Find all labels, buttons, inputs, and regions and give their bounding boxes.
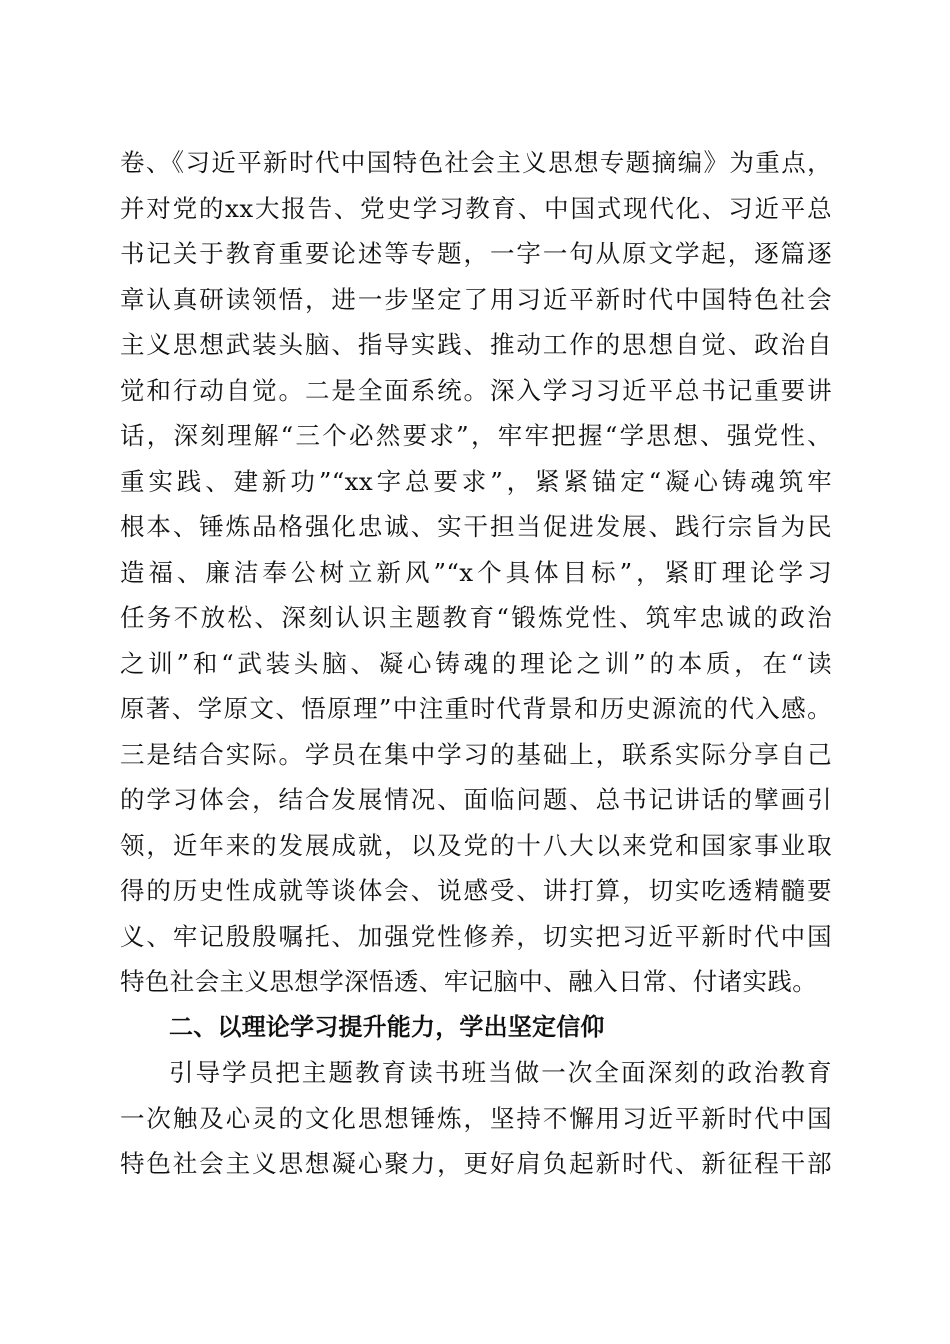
text-line: 重实践、建新功”“xx字总要求”，紧紧锚定“凝心铸魂筑牢 [120, 466, 832, 496]
text-line: 卷、《习近平新时代中国特色社会主义思想专题摘编》为重点， [120, 148, 832, 177]
text-line: 觉和行动自觉。二是全面系统。深入学习习近平总书记重要讲 [120, 375, 832, 405]
text-line: 之训”和“武装头脑、凝心铸魂的理论之训”的本质，在“读 [120, 648, 832, 678]
text-line: 特色社会主义思想学深悟透、牢记脑中、融入日常、付诸实践。 [120, 967, 818, 996]
section-heading: 二、以理论学习提升能力，学出坚定信仰 [169, 1012, 605, 1041]
text-line: 任务不放松、深刻认识主题教育“锻炼党性、筑牢忠诚的政治 [120, 603, 832, 632]
text-line: 得的历史性成就等谈体会、说感受、讲打算，切实吃透精髓要 [120, 876, 832, 905]
text-line: 并对党的xx大报告、党史学习教育、中国式现代化、习近平总 [120, 193, 832, 223]
text-line: 原著、学原文、悟原理”中注重时代背景和历史源流的代入感。 [120, 694, 832, 723]
text-line: 引导学员把主题教育读书班当做一次全面深刻的政治教育 [169, 1058, 832, 1087]
text-line: 话，深刻理解“三个必然要求”，牢牢把握“学思想、强党性、 [120, 421, 832, 450]
text-line: 三是结合实际。学员在集中学习的基础上，联系实际分享自己 [120, 739, 832, 769]
text-line: 义、牢记殷殷嘱托、加强党性修养，切实把习近平新时代中国 [120, 921, 832, 951]
text-line: 主义思想武装头脑、指导实践、推动工作的思想自觉、政治自 [120, 330, 832, 359]
text-line: 造福、廉洁奉公树立新风”“x个具体目标”，紧盯理论学习 [120, 557, 832, 587]
text-line: 的学习体会，结合发展情况、面临问题、总书记讲话的擘画引 [120, 785, 832, 814]
text-line: 一次触及心灵的文化思想锤炼，坚持不懈用习近平新时代中国 [120, 1103, 832, 1133]
text-line: 根本、锤炼品格强化忠诚、实干担当促进发展、践行宗旨为民 [120, 512, 832, 541]
paragraph-2 [120, 1050, 832, 1187]
document-body [120, 140, 832, 1187]
paragraph-1 [120, 140, 832, 1005]
text-line: 领，近年来的发展成就，以及党的十八大以来党和国家事业取 [120, 830, 832, 860]
text-line: 特色社会主义思想凝心聚力，更好肩负起新时代、新征程干部 [120, 1149, 832, 1178]
text-line: 章认真研读领悟，进一步坚定了用习近平新时代中国特色社会 [120, 284, 832, 314]
text-line: 书记关于教育重要论述等专题，一字一句从原文学起，逐篇逐 [120, 239, 832, 268]
